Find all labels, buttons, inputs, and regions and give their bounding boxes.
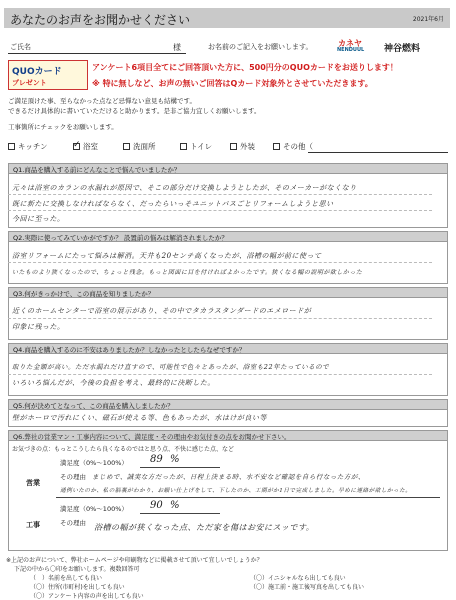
- work-sat-unit: %: [170, 500, 180, 511]
- work-sat-label: 満足度（0%〜100%）: [60, 505, 128, 513]
- question-3: Q3.何がきっかけで、この商品を知りましたか？: [8, 287, 448, 298]
- work-group-label: 工事: [26, 521, 40, 529]
- header-bar: [4, 8, 450, 28]
- option-address[interactable]: （〇）住所(市町村)を出しても良い: [30, 584, 125, 591]
- brand-logo: カネヤ: [338, 39, 362, 48]
- other-field[interactable]: [308, 152, 448, 153]
- work-reason-label: その理由: [60, 519, 86, 527]
- option-photos[interactable]: （〇）施工前・施工後写真を出しても良い: [250, 584, 365, 591]
- sales-sat-label: 満足度（0%〜100%）: [60, 459, 128, 467]
- option-initial[interactable]: （〇）イニシャルなら出しても良い: [250, 575, 346, 582]
- name-label: ご氏名: [10, 43, 31, 51]
- name-row: [8, 40, 448, 54]
- answer-rule: [8, 374, 432, 375]
- answer-text: いたものより狭くなったので、ちょっと残念。もっと図面に目を付ければよかったです。狭くなる幅の説明が欲しかった: [12, 269, 363, 276]
- checkbox[interactable]: [8, 143, 15, 150]
- answer-text: 浴室リフォームにたって悩みは解消。天井も20センチ高くなったが、浴槽の幅が前に使って: [12, 252, 322, 260]
- question-4: Q4.商品を購入するのに不安はありましたか？しなかったとしたらなぜですか？: [8, 343, 448, 354]
- sales-reason-text: 通例いたのか、私の脳裏がわかり、お願い仕上げをして、下したのか、工期がか1日で完成しました。早めに連絡が欲しかった。: [60, 488, 412, 494]
- answer-rule: [8, 210, 432, 211]
- quo-card-badge: [8, 60, 88, 90]
- answer-text: 印象に残った。: [12, 323, 65, 331]
- question-1: Q1.商品を購入する前にどんなことで悩んでいましたか？: [8, 163, 448, 174]
- work-sat-value: 90: [150, 500, 163, 511]
- campaign-warning: ※ 特に無しなど、お声の無いご回答はQカード対象外とさせていただきます。: [92, 79, 373, 88]
- answer-box-4: [8, 354, 448, 396]
- sales-reason-text: まじめで、誠実な方だったが、日程上決まる時、水不安など確認を自ら行なった方が、: [92, 473, 365, 481]
- sales-sat-unit: %: [170, 454, 180, 465]
- answer-rule: [8, 194, 432, 195]
- work-checklist: [8, 140, 448, 154]
- answer-text: 今回に至った。: [12, 215, 65, 223]
- answer-box-2: [8, 242, 448, 284]
- campaign-note: アンケート6項目全てにご回答頂いた方に、500円分のQUOカードをお送りします！: [92, 63, 398, 72]
- work-label: 工事箇所にチェックをお願いします。: [8, 123, 118, 131]
- answer-box-3: [8, 298, 448, 340]
- sales-sat-value: 89: [150, 454, 163, 465]
- option-survey[interactable]: （〇）アンケート内容の声を出しても良い: [30, 593, 144, 600]
- answer-text: 元々は浴室のカランの水漏れが原因で、そこの部分だけ交換しようとしたが、そのメーカーがなくなり: [12, 184, 357, 192]
- brand-logo-sub: NENDUUL: [337, 47, 365, 53]
- footer-note: ※上記のお声について、弊社ホームページや印刷物などに掲載させて頂いて宜しいでしょうか？: [6, 557, 263, 564]
- check-exterior[interactable]: 外装: [230, 141, 255, 152]
- sales-group-label: 営業: [26, 479, 40, 487]
- check-washroom[interactable]: 洗面所: [123, 141, 156, 152]
- page-title: あなたのお声をお聞かせください: [10, 13, 191, 27]
- name-field[interactable]: [8, 53, 186, 54]
- company-logo: 神谷燃料: [384, 44, 421, 54]
- question-2: Q2.実際に使ってみていかがですか？ 設置前の悩みは解消されましたか？: [8, 231, 448, 242]
- checkbox-checked[interactable]: [73, 143, 80, 150]
- check-toilet[interactable]: トイレ: [180, 141, 212, 152]
- option-name[interactable]: （ ）名前を出しても良い: [30, 575, 103, 582]
- intro-line: ご満足頂けた事、至らなかった点など忌憚ない意見も結構です。: [8, 97, 196, 105]
- answer-text: いろいろ悩んだが、今後の負担を考え、最終的に決断した。: [12, 379, 215, 387]
- check-bathroom[interactable]: ✓ 浴室: [73, 141, 98, 152]
- checkbox[interactable]: [180, 143, 187, 150]
- answer-text: 近くのホームセンターで浴室の展示があり、その中でタカラスタンダードのエメロードが: [12, 307, 312, 315]
- work-reason-text: 浴槽の幅が狭くなった点、ただ家を傷はお安にスッです。: [94, 523, 315, 532]
- divider: [56, 497, 440, 498]
- honorific: 様: [173, 43, 181, 52]
- work-sat-line: [140, 513, 220, 514]
- answer-rule: [8, 318, 432, 319]
- quo-line2: プレゼント: [12, 79, 47, 87]
- checkbox[interactable]: [273, 143, 280, 150]
- checkbox[interactable]: [123, 143, 130, 150]
- question-5: Q5.何が決めてとなって、この商品を購入しましたか？: [8, 399, 448, 410]
- footer-instruction: 下記の中から〇印をお願いします。複数回答可: [14, 566, 140, 573]
- answer-text: 壁がホーロで汚れにくい、磁石が使える等、色もあったが、水はけが良い等: [12, 414, 267, 422]
- sales-sat-line: [140, 467, 220, 468]
- answer-text: 取りた金額が高い。ただ水漏れだけ直すので、可能性で色々とあったが、浴室も22年たっているので: [12, 363, 330, 371]
- question-6: Q6.弊社の営業マン・工事内容について、満足度・その理由やお気付きの点をお聞かせ下さい。: [8, 430, 448, 441]
- answer-text: 既に新たに交換しなければならなく、だったらいっそユニットバスごとリフォームしようと思い: [12, 200, 334, 208]
- name-note: お名前のご記入をお願いします。: [208, 43, 313, 51]
- quo-line1: QUOカード: [12, 67, 62, 77]
- q6-note: お気づきの点：もっとこうしたら良くなるのではと思う点、不快に感じた点、など: [12, 446, 235, 453]
- check-other[interactable]: その他（: [273, 141, 313, 152]
- issue-date: 2021年6月: [412, 16, 444, 23]
- check-kitchen[interactable]: キッチン: [8, 141, 47, 152]
- checkbox[interactable]: [230, 143, 237, 150]
- answer-rule: [8, 262, 432, 263]
- sales-reason-label: その理由: [60, 473, 86, 481]
- intro-line: できるだけ具体的に書いていただけると助かります。是非ご協力宜しくお願いします。: [8, 107, 261, 115]
